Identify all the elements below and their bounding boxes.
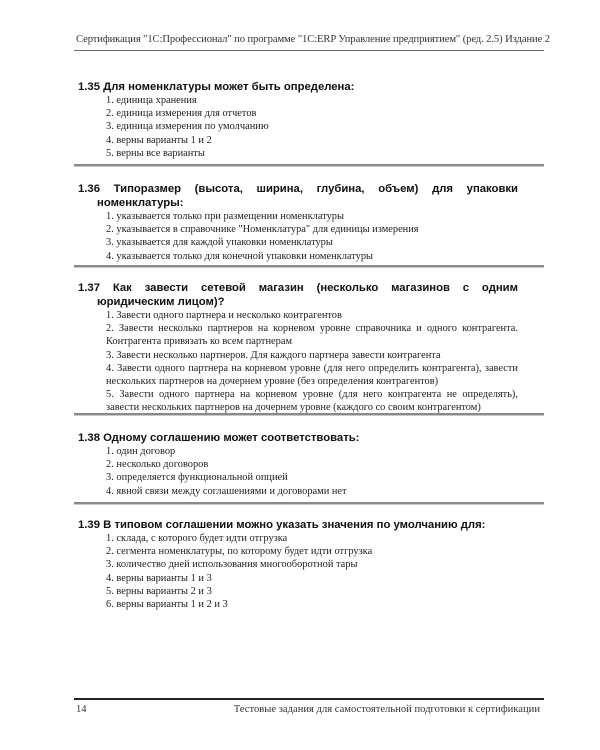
answer-item [78, 388, 518, 414]
answer-item [78, 236, 518, 249]
answer-item [78, 471, 518, 484]
question-1-37 [78, 281, 518, 415]
answer-text: Завести одного партнера на корневом уровне (для него определить контрагента), завести нескольких партнеров на дочернем уровне (без определения контрагентов) [106, 362, 518, 388]
answer-text: указывается только для конечной упаковки номенклатуры [116, 250, 374, 262]
answer-text: верны варианты 1 и 3 [116, 572, 212, 584]
answer-text: склада, с которого будет идти отгрузка [116, 533, 288, 544]
question-number: 1.35 [78, 81, 100, 93]
answer-text: единица измерения по умолчанию [116, 121, 269, 133]
answer-item [78, 223, 518, 236]
answer-item [78, 210, 518, 223]
answer-number: 5. [106, 147, 114, 159]
question-text: В типовом соглашении можно указать значения по умолчанию для: [103, 519, 486, 531]
answer-list [78, 94, 518, 160]
answer-text: один договор [116, 446, 176, 457]
answer-text: Завести одного партнера на корневом уровне (для него контрагента не определять), завести нескольких партнеров на дочернем уровне (каждого со своим контрагентом) [106, 389, 518, 414]
answer-number: 1. [106, 533, 114, 544]
answer-number: 1. [106, 95, 114, 106]
question-title [78, 431, 518, 445]
answer-item [78, 558, 518, 571]
answer-number: 4. [106, 572, 114, 584]
answer-item [78, 120, 518, 133]
answer-text: Завести несколько партнеров. Для каждого партнера завести контрагента [116, 349, 441, 361]
answer-item [78, 572, 518, 585]
question-separator [74, 413, 544, 416]
answer-item [78, 598, 518, 611]
answer-number: 6. [106, 599, 114, 611]
answer-text: несколько договоров [116, 459, 209, 471]
answer-text: указывается только при размещении номенклатуры [116, 211, 344, 222]
question-number: 1.38 [78, 432, 100, 444]
answer-text: указывается для каждой упаковки номенклатуры [116, 237, 333, 249]
page-number: 14 [76, 704, 87, 715]
question-1-38 [78, 431, 518, 498]
question-separator [74, 502, 544, 505]
answer-number: 5. [106, 585, 114, 597]
answer-item [78, 485, 518, 498]
answer-text: определяется функциональной опцией [116, 472, 288, 484]
answer-number: 1. [106, 211, 114, 222]
answer-number: 2. [106, 108, 114, 120]
answer-number: 1. [106, 446, 114, 457]
answer-text: верны варианты 2 и 3 [116, 585, 212, 597]
answer-item [78, 250, 518, 263]
answer-text: сегмента номенклатуры, по которому будет идти отгрузка [116, 546, 373, 558]
answer-text: единица хранения [116, 95, 197, 106]
question-1-39 [78, 518, 518, 611]
answer-text: единица измерения для отчетов [116, 108, 257, 120]
answer-item [78, 362, 518, 388]
answer-number: 2. [106, 224, 114, 236]
answer-number: 5. [106, 389, 114, 401]
answer-item [78, 585, 518, 598]
answer-list [78, 309, 518, 415]
answer-number: 1. [106, 310, 114, 321]
question-text: Как завести сетевой магазин (несколько магазинов с одним юридическим лицом)? [97, 282, 518, 308]
question-1-35 [78, 80, 518, 160]
question-text: Типоразмер (высота, ширина, глубина, объем) для упаковки номенклатуры: [97, 183, 519, 209]
answer-number: 2. [106, 546, 114, 558]
answer-list [78, 445, 518, 498]
answer-number: 4. [106, 134, 114, 146]
answer-number: 4. [106, 485, 114, 497]
question-text: Для номенклатуры может быть определена: [103, 81, 355, 93]
answer-item [78, 545, 518, 558]
answer-item [78, 445, 518, 458]
answer-item [78, 134, 518, 147]
running-footer: Тестовые задания для самостоятельной подготовки к сертификации [233, 704, 540, 715]
answer-number: 3. [106, 559, 114, 571]
question-text: Одному соглашению может соответствовать: [103, 432, 360, 444]
question-title [78, 80, 518, 94]
answer-item [78, 349, 518, 362]
question-number: 1.37 [78, 282, 100, 294]
answer-item [78, 532, 518, 545]
answer-number: 3. [106, 237, 114, 249]
question-separator [74, 265, 544, 268]
header-divider [74, 50, 544, 51]
answer-number: 3. [106, 349, 114, 361]
question-title [78, 182, 518, 210]
answer-item [78, 309, 518, 322]
answer-text: верны варианты 1 и 2 и 3 [116, 599, 228, 611]
answer-text: верны варианты 1 и 2 [116, 134, 212, 146]
answer-text: указывается в справочнике "Номенклатура" для единицы измерения [116, 224, 419, 236]
answer-number: 2. [106, 323, 114, 335]
answer-number: 2. [106, 459, 114, 471]
answer-item [78, 94, 518, 107]
answer-text: явной связи между соглашениями и договорами нет [116, 485, 347, 497]
answer-list [78, 210, 518, 263]
question-separator [74, 164, 544, 167]
answer-list [78, 532, 518, 611]
running-header: Сертификация "1С:Профессионал" по программе "1С:ERP Управление предприятием" (ред. 2.5) Издание 2 [76, 34, 550, 45]
question-number: 1.36 [78, 183, 100, 195]
answer-number: 3. [106, 472, 114, 484]
answer-number: 4. [106, 250, 114, 262]
question-title [78, 281, 518, 309]
footer-divider [74, 698, 544, 700]
question-1-36 [78, 182, 518, 263]
question-title [78, 518, 518, 532]
answer-item [78, 147, 518, 160]
question-number: 1.39 [78, 519, 100, 531]
answer-text: количество дней использования многооборотной тары [116, 559, 358, 571]
answer-item [78, 107, 518, 120]
answer-text: верны все варианты [116, 147, 205, 159]
answer-text: Завести одного партнера и несколько контрагентов [116, 310, 342, 321]
answer-item [78, 458, 518, 471]
answer-number: 4. [106, 362, 114, 374]
answer-item [78, 322, 518, 348]
answer-number: 3. [106, 121, 114, 133]
answer-text: Завести несколько партнеров на корневом уровне справочника и одного контрагента. Контрагента привязать ко всем партнерам [106, 323, 518, 348]
